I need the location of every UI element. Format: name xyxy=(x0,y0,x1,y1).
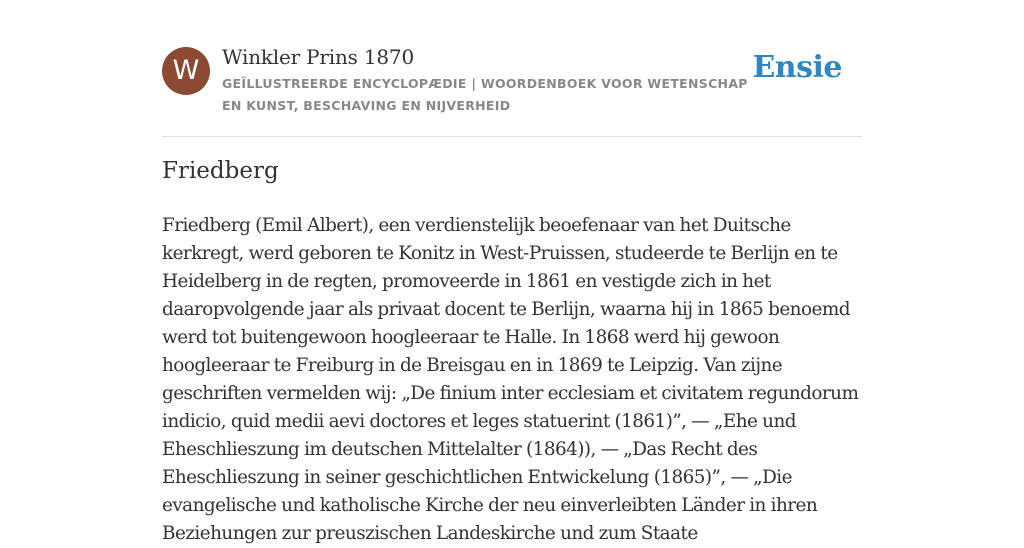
article-title: Friedberg xyxy=(162,158,279,184)
source-avatar[interactable]: W xyxy=(162,47,210,95)
article-body: Friedberg (Emil Albert), een verdienstelijk beoefenaar van het Duitsche kerkregt, werd geboren te Konitz in West-Pruissen, studeerde te Berlijn en te Heidelberg in de regten, promoveerde in 1861 en vestigde zich in het daaropvolgende jaar als privaat docent te Berlijn, waarna hij in 1865 benoemd werd tot buitengewoon hoogleeraar te Halle. In 1868 werd hij gewoon hoogleeraar te Freiburg in de Breisgau en in 1869 te Leipzig. Van zijne geschriften vermelden wij: „De finium inter ecclesiam et civitatem regundorum indicio, quid medii aevi doctores et leges statuerint (1861)”, — „Ehe und Eheschlieszung im deutschen Mittelalter (1864)), — „Das Recht des Eheschlieszung in seiner geschichtlichen Entwickelung (1865)”, — „Die evangelische und katholische Kirche der neu einverleibten Länder in ihren Beziehungen zur preuszischen Landeskirche und zum Staate xyxy=(162,215,859,544)
source-header xyxy=(162,44,862,137)
source-title[interactable]: Winkler Prins 1870 xyxy=(222,45,414,69)
source-subtitle: GEÏLLUSTREERDE ENCYCLOPÆDIE | WOORDENBOEK VOOR WETENSCHAP EN KUNST, BESCHAVING EN NIJVERHEID xyxy=(222,76,748,113)
ensie-logo[interactable]: Ensie xyxy=(752,50,842,85)
